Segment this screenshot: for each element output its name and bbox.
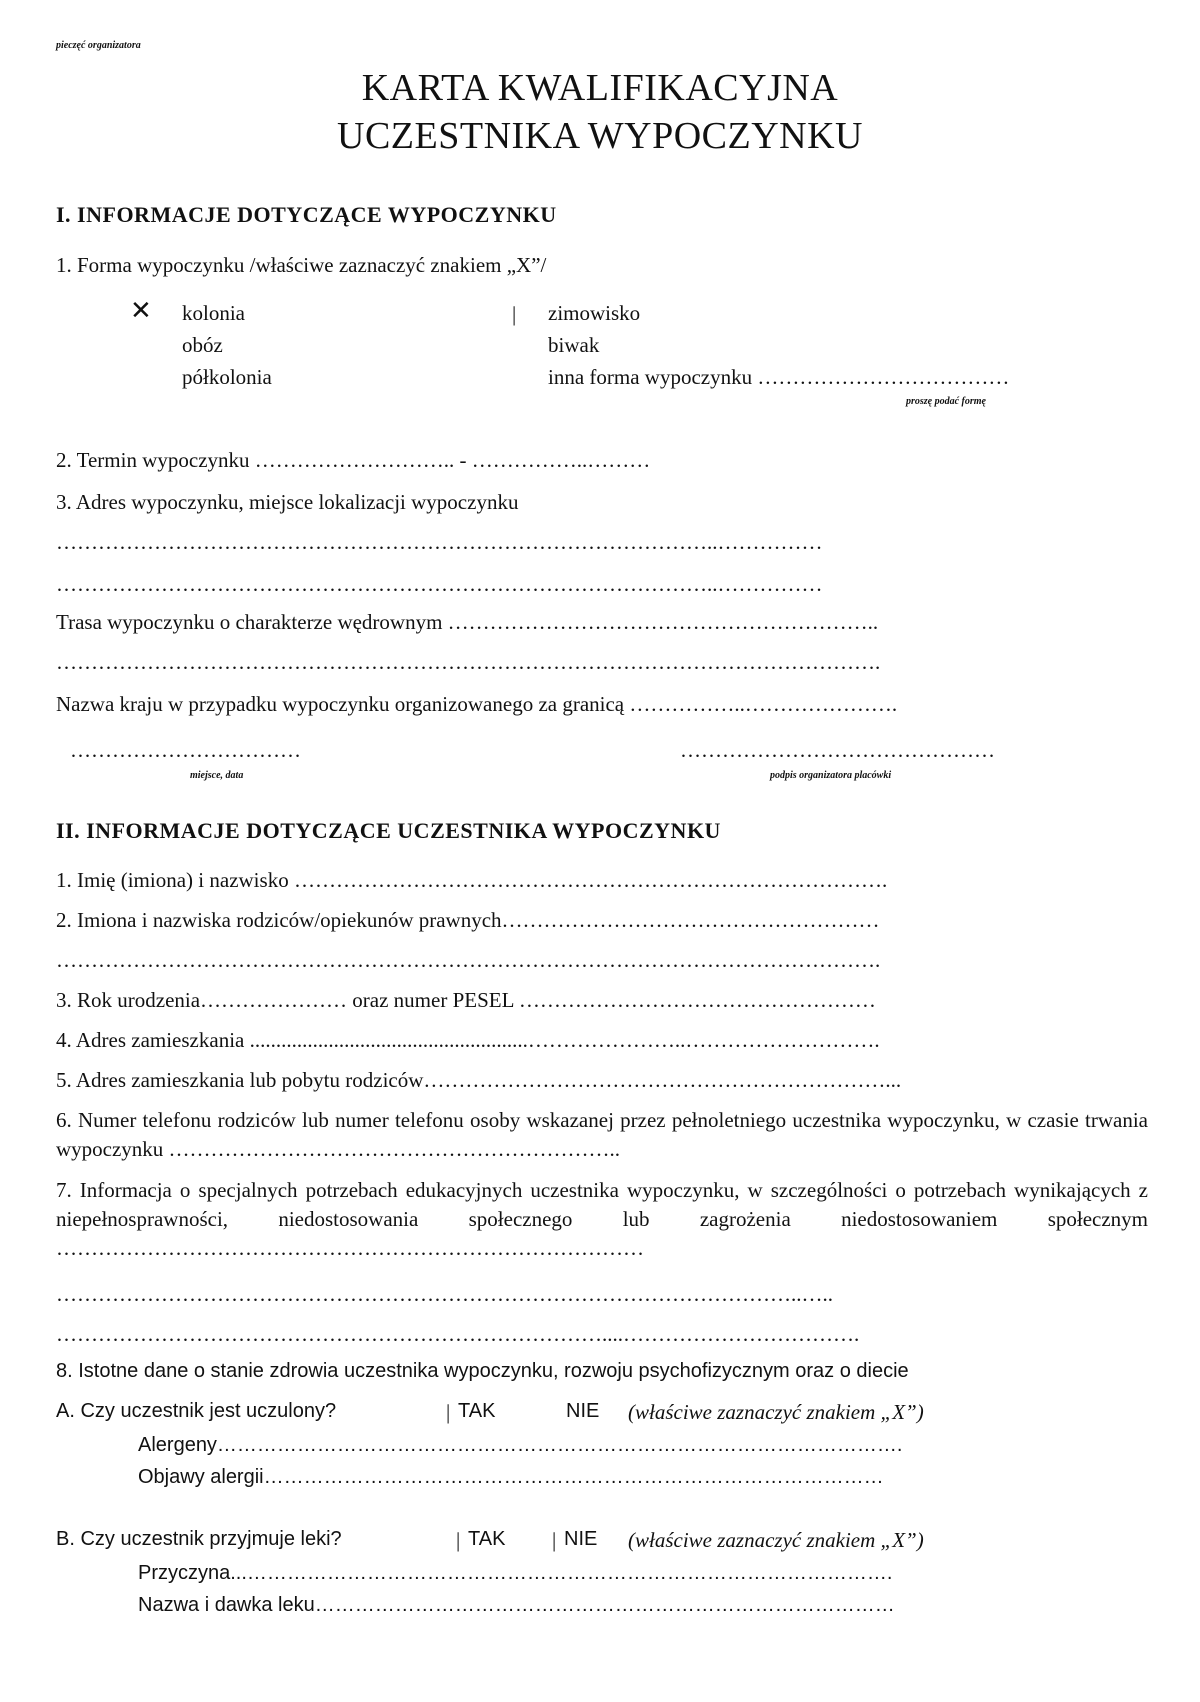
birth-year-pesel-field[interactable]: 3. Rok urodzenia………………… oraz numer PESEL ……………………………………………: [56, 988, 876, 1012]
place-date-field[interactable]: ……………………………: [70, 738, 301, 762]
section1-heading: I. INFORMACJE DOTYCZĄCE WYPOCZYNKU: [56, 202, 557, 227]
form-option-polkolonia[interactable]: półkolonia: [182, 365, 272, 389]
medication-reason-field[interactable]: Przyczyna...…………………………………………………………………………………….: [138, 1562, 893, 1584]
allergy-yes-label[interactable]: TAK: [458, 1400, 496, 1422]
phone-field[interactable]: 6. Numer telefonu rodziców lub numer telefonu osoby wskazanej przez pełnoletniego uczestnika wypoczynku, w czasie trwania wypoczynku ………………………………………………………..: [56, 1108, 1148, 1161]
document-title-line2: UCZESTNIKA WYPOCZYNKU: [337, 115, 863, 157]
allergens-field[interactable]: Alergeny………………………………………………………………………………………….: [138, 1434, 903, 1456]
checkbox-zimowisko[interactable]: |: [512, 302, 517, 326]
medication-dose-field[interactable]: Nazwa i dawka leku……………………………………………………………………………: [138, 1594, 895, 1616]
medication-question: B. Czy uczestnik przyjmuje leki?: [56, 1528, 342, 1550]
section2-heading: II. INFORMACJE DOTYCZĄCE UCZESTNIKA WYPOCZYNKU: [56, 818, 721, 843]
form-option-biwak[interactable]: biwak: [548, 333, 600, 357]
checked-x-icon[interactable]: ✕: [130, 296, 152, 326]
address-line-1[interactable]: …………………………………………………………………………………..……………: [56, 530, 823, 554]
country-field[interactable]: Nazwa kraju w przypadku wypoczynku organizowanego za granicą ……………..………………….: [56, 692, 898, 716]
form-option-oboz[interactable]: obóz: [182, 333, 223, 357]
special-needs-line-2[interactable]: ……………………………………………………………………....…………………………….: [56, 1322, 860, 1346]
organizer-signature-field[interactable]: ………………………………………: [680, 738, 995, 762]
organizer-signature-label: podpis organizatora placówki: [770, 770, 892, 781]
checkbox-medication-no[interactable]: |: [552, 1528, 557, 1552]
special-needs-field[interactable]: 7. Informacja o specjalnych potrzebach edukacyjnych uczestnika wypoczynku, w szczególności o potrzebach wynikających z niepełnosprawności, niedostosowania społecznego lub zagrożenia niedostosowaniem społecznym …………………………………………………………………………: [56, 1178, 1148, 1260]
special-needs-line-1[interactable]: ……………………………………………………………………………………………..…..: [56, 1282, 833, 1306]
medication-no-label[interactable]: NIE: [564, 1528, 598, 1550]
health-info-question: 8. Istotne dane o stanie zdrowia uczestnika wypoczynku, rozwoju psychofizycznym oraz o diecie: [56, 1360, 909, 1382]
form-option-zimowisko[interactable]: zimowisko: [548, 301, 641, 325]
address-line-2[interactable]: …………………………………………………………………………………..……………: [56, 572, 823, 596]
allergy-no-label[interactable]: NIE: [566, 1400, 600, 1422]
form-option-other[interactable]: inna forma wypoczynku ………………………………: [548, 365, 1010, 389]
participant-name-field[interactable]: 1. Imię (imiona) i nazwisko ………………………………………………………………………….: [56, 868, 888, 892]
address-question: 3. Adres wypoczynku, miejsce lokalizacji wypoczynku: [56, 490, 519, 514]
form-option-kolonia[interactable]: kolonia: [182, 301, 245, 325]
parents-address-field[interactable]: 5. Adres zamieszkania lub pobytu rodziców…………………………………………………………...: [56, 1068, 902, 1092]
medication-yes-label[interactable]: TAK: [468, 1528, 506, 1550]
route-field[interactable]: Trasa wypoczynku o charakterze wędrownym ……………………………………………………..: [56, 610, 879, 634]
place-date-label: miejsce, data: [190, 770, 244, 781]
checkbox-allergy-yes[interactable]: |: [446, 1400, 451, 1424]
document-title-line1: KARTA KWALIFIKACYJNA: [361, 67, 839, 109]
term-field[interactable]: 2. Termin wypoczynku ……………………….. - ……………..………: [56, 448, 651, 472]
home-address-field[interactable]: 4. Adres zamieszkania .....................................................…………………..……………………….: [56, 1028, 880, 1052]
form-hint: proszę podać formę: [906, 396, 986, 407]
form-question: 1. Forma wypoczynku /właściwe zaznaczyć znakiem „X”/: [56, 253, 547, 277]
allergy-symptoms-field[interactable]: Objawy alergii…………………………………………………………………………………: [138, 1466, 884, 1488]
allergy-hint: (właściwe zaznaczyć znakiem „X”): [628, 1400, 924, 1424]
organizer-stamp-label: pieczęć organizatora: [56, 40, 141, 51]
allergy-question: A. Czy uczestnik jest uczulony?: [56, 1400, 337, 1422]
route-line[interactable]: ……………………………………………………………………………………………………….: [56, 650, 881, 674]
parents-names-field[interactable]: 2. Imiona i nazwiska rodziców/opiekunów prawnych………………………………………………: [56, 908, 880, 932]
medication-hint: (właściwe zaznaczyć znakiem „X”): [628, 1528, 924, 1552]
checkbox-medication-yes[interactable]: |: [456, 1528, 461, 1552]
parents-names-line[interactable]: ……………………………………………………………………………………………………….: [56, 948, 881, 972]
